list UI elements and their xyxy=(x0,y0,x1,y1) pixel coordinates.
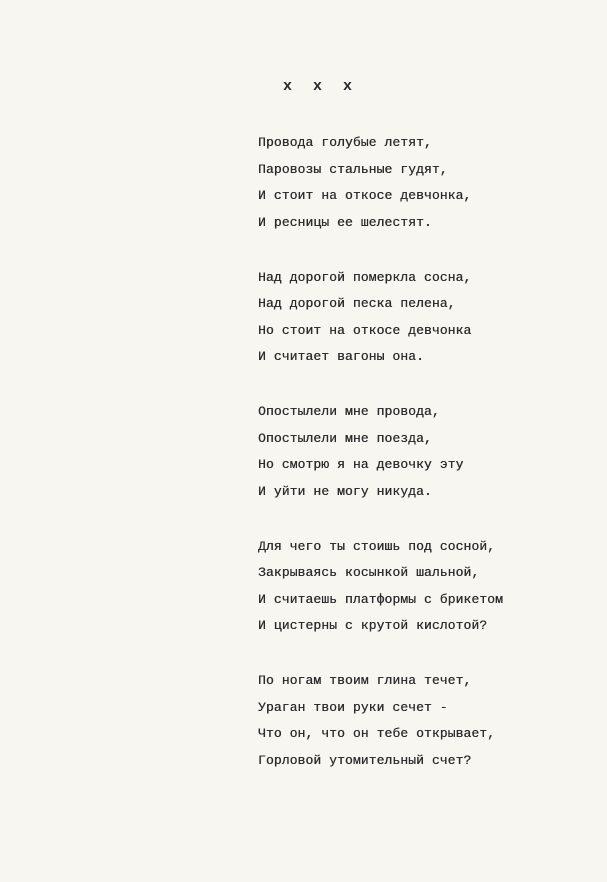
poem-line: Опостылели мне провода, xyxy=(258,404,440,419)
poem-body xyxy=(258,130,588,803)
stanza xyxy=(258,668,588,774)
poem-line: Паровозы стальные гудят, xyxy=(258,161,448,177)
stanza xyxy=(258,399,588,505)
poem-line: Провода голубые летят, xyxy=(258,135,432,150)
poem-line: Над дорогой песка пелена, xyxy=(258,296,456,311)
poem-line: Что он, что он тебе открывает, xyxy=(258,726,496,741)
poem-line: Но стоит на откосе девчонка xyxy=(258,322,472,338)
poem-line: И считаешь платформы с брикетом xyxy=(258,591,503,607)
poem-line: И стоит на откосе девчонка, xyxy=(258,188,472,203)
poem-line: Для чего ты стоишь под сосной, xyxy=(258,538,496,554)
poem-line: Опостылели мне поезда, xyxy=(258,430,432,446)
poem-line: И цистерны с крутой кислотой? xyxy=(258,618,488,633)
poem-line: И ресницы ее шелестят. xyxy=(258,214,432,230)
poem-line: И считает вагоны она. xyxy=(258,349,424,364)
poem-line: По ногам твоим глина течет, xyxy=(258,673,472,688)
poem-line: Закрываясь косынкой шальной, xyxy=(258,565,480,580)
poem-line: Ураган твои руки сечет - xyxy=(258,699,448,715)
poem-line: Но смотрю я на девочку эту xyxy=(258,457,464,472)
poem-line: Горловой утомительный счет? xyxy=(258,752,472,768)
poem-line: Над дорогой померкла сосна, xyxy=(258,269,472,285)
stanza xyxy=(258,534,588,640)
stanza xyxy=(258,265,588,371)
stanza xyxy=(258,130,588,236)
poem-line: И уйти не могу никуда. xyxy=(258,483,432,499)
poem-heading: x x x xyxy=(283,78,359,95)
